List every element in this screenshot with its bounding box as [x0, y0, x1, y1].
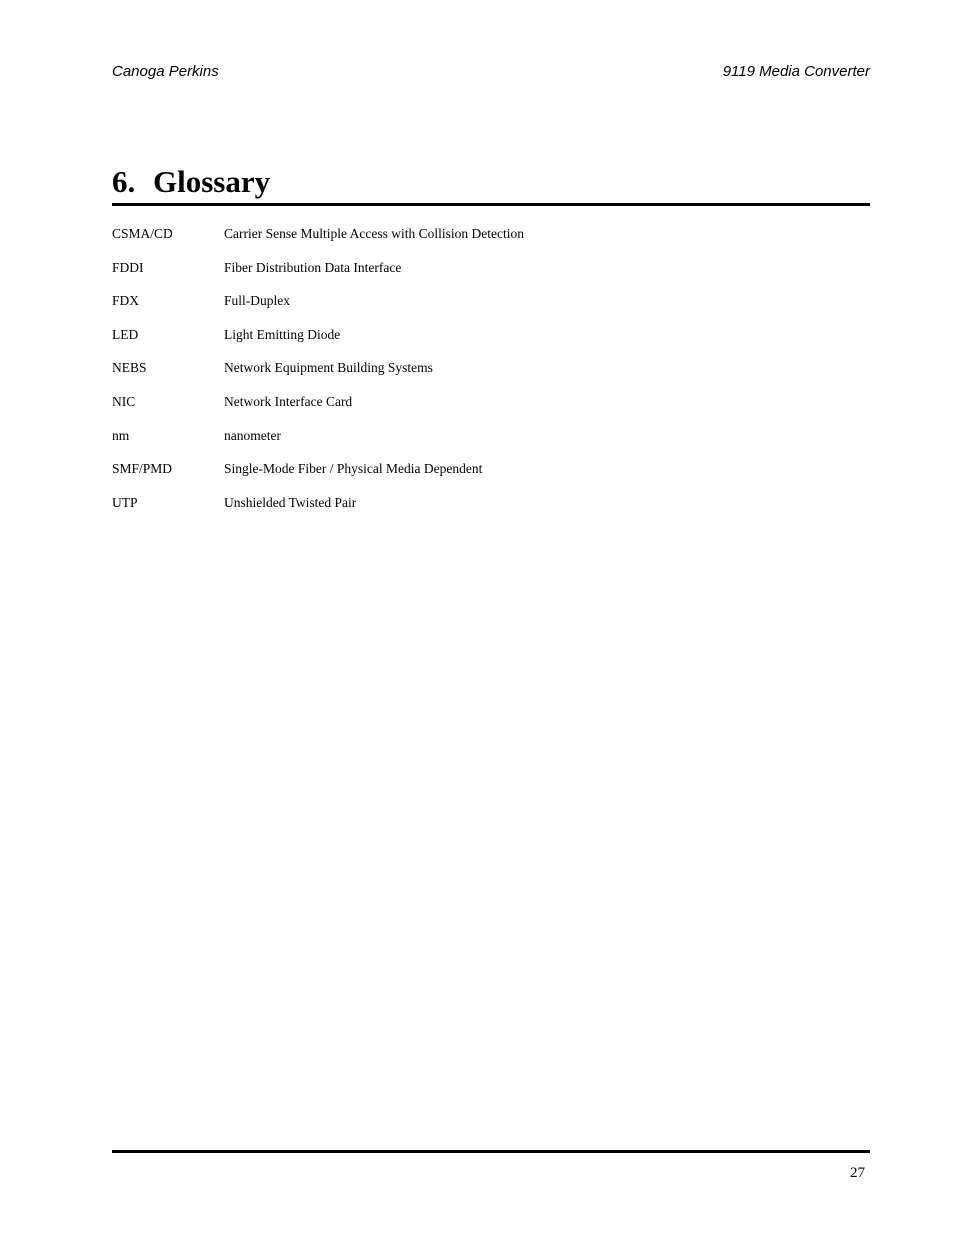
glossary-entry — [112, 459, 870, 493]
glossary-entry — [112, 392, 870, 426]
glossary-term: SMF/PMD — [112, 461, 173, 477]
title-rule — [112, 203, 870, 206]
glossary-entry — [112, 258, 870, 292]
glossary-entry — [112, 426, 870, 460]
glossary-entry — [112, 493, 870, 527]
glossary-definition: Full-Duplex — [224, 293, 290, 309]
glossary-entry — [112, 291, 870, 325]
header-company: Canoga Perkins — [112, 63, 219, 80]
chapter-title — [112, 162, 270, 202]
glossary-term: UTP — [112, 494, 138, 510]
glossary-definition: Network Equipment Building Systems — [224, 360, 433, 376]
glossary-list — [112, 224, 870, 526]
footer-rule — [112, 1150, 870, 1153]
glossary-term: NEBS — [112, 360, 147, 376]
glossary-term: LED — [112, 326, 139, 342]
glossary-entry — [112, 325, 870, 359]
glossary-definition: Single-Mode Fiber / Physical Media Dependent — [224, 461, 483, 477]
chapter-title-text: Glossary — [153, 164, 271, 199]
glossary-entry — [112, 224, 870, 258]
glossary-term: FDX — [112, 293, 140, 309]
glossary-definition: Unshielded Twisted Pair — [224, 494, 357, 510]
glossary-term: NIC — [112, 393, 136, 409]
header-product: 9119 Media Converter — [722, 63, 870, 80]
glossary-entry — [112, 358, 870, 392]
page-number: 27 — [850, 1165, 865, 1181]
glossary-term: CSMA/CD — [112, 226, 173, 241]
glossary-definition: nanometer — [224, 427, 281, 443]
glossary-definition: Light Emitting Diode — [224, 326, 341, 342]
glossary-term: FDDI — [112, 259, 144, 275]
glossary-definition: Fiber Distribution Data Interface — [224, 259, 402, 275]
glossary-definition: Network Interface Card — [224, 393, 353, 409]
running-header — [112, 62, 870, 82]
chapter-number: 6. — [112, 164, 136, 199]
glossary-term: nm — [112, 427, 130, 443]
glossary-definition: Carrier Sense Multiple Access with Collision Detection — [224, 226, 524, 241]
